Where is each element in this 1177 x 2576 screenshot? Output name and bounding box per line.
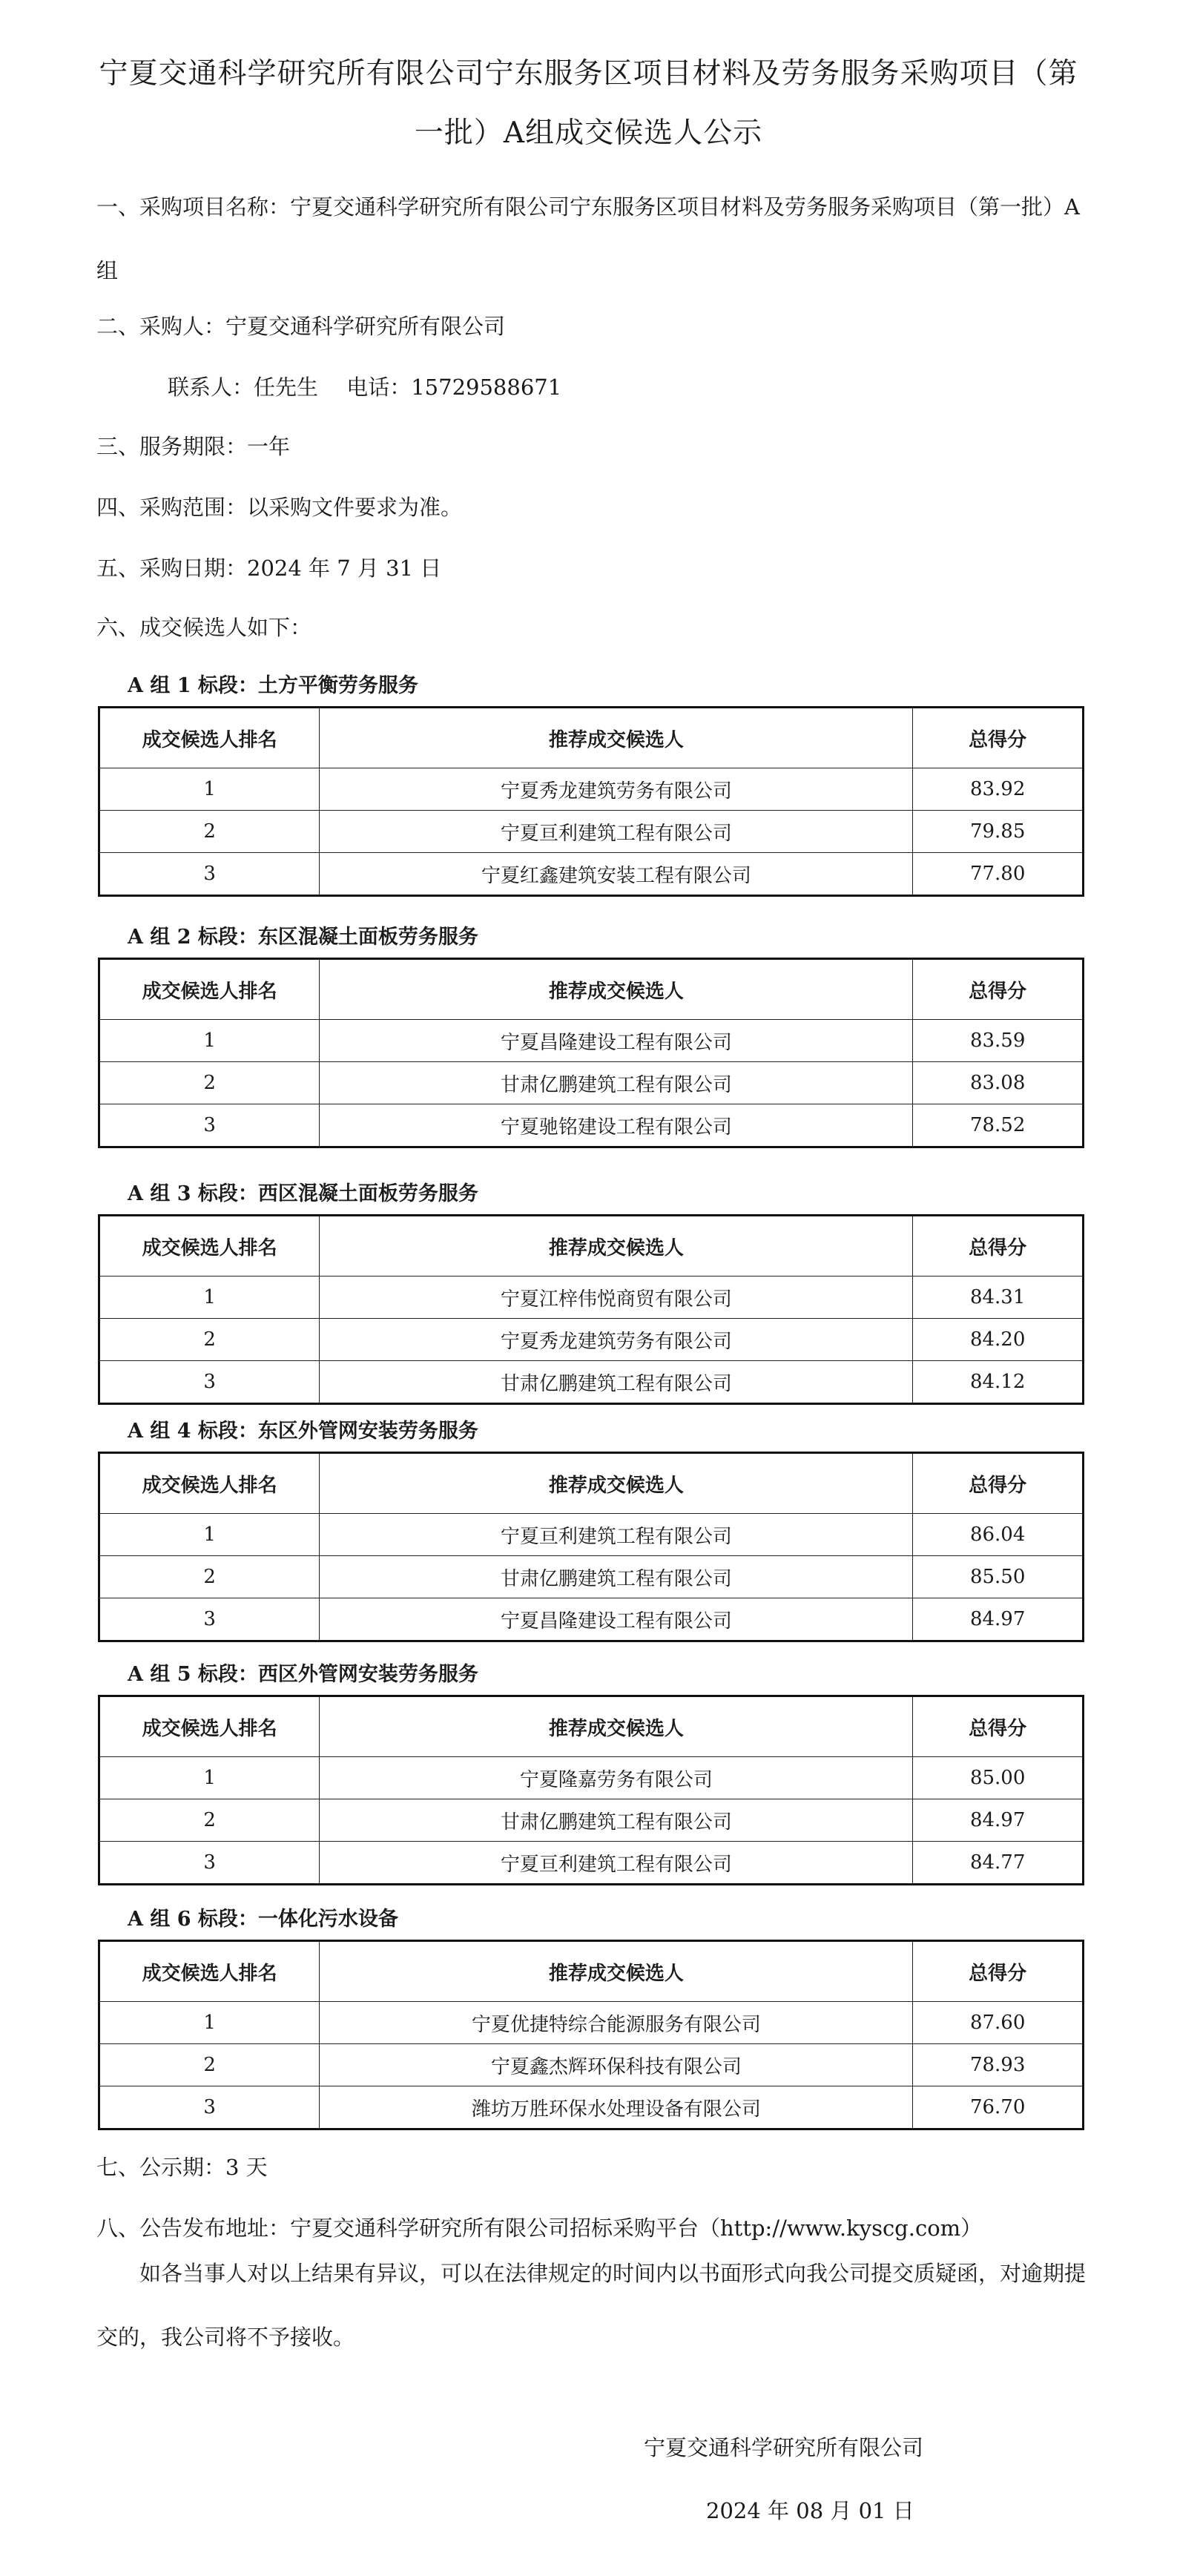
table-row [99,1598,1084,1641]
score-cell: 79.85 [913,811,1084,853]
score-header: 总得分 [913,1453,1084,1514]
candidate-header: 推荐成交候选人 [320,1453,913,1514]
signature-company: 宁夏交通科学研究所有限公司 [644,2435,924,2460]
table-header-row [99,1696,1084,1757]
table-row [99,1842,1084,1885]
candidate-cell: 甘肃亿鹏建筑工程有限公司 [320,1361,913,1404]
item-scope: 四、采购范围：以采购文件要求为准。 [96,495,463,520]
score-cell: 77.80 [913,853,1084,896]
candidate-header: 推荐成交候选人 [320,708,913,768]
table-row [99,1361,1084,1404]
item-publicity-period: 七、公示期：3 天 [96,2155,268,2180]
score-cell: 84.12 [913,1361,1084,1404]
rank-cell: 3 [99,1598,320,1641]
table-row [99,768,1084,811]
table-row [99,811,1084,853]
rank-cell: 1 [99,768,320,811]
rank-cell: 2 [99,1319,320,1361]
table-row [99,1277,1084,1319]
candidate-cell: 宁夏秀龙建筑劳务有限公司 [320,768,913,811]
item-contact: 联系人：任先生 电话：15729588671 [168,375,562,400]
candidate-cell: 宁夏隆嘉劳务有限公司 [320,1757,913,1799]
score-cell: 84.97 [913,1598,1084,1641]
candidate-cell: 宁夏昌隆建设工程有限公司 [320,1020,913,1062]
lot-table [98,1940,1084,2130]
score-header: 总得分 [913,959,1084,1020]
rank-cell: 2 [99,2044,320,2086]
rank-header: 成交候选人排名 [99,1696,320,1757]
lot-label: A 组 3 标段：西区混凝土面板劳务服务 [128,1182,478,1205]
candidate-header: 推荐成交候选人 [320,959,913,1020]
table-row [99,2086,1084,2129]
lot-label: A 组 1 标段：土方平衡劳务服务 [128,674,418,697]
table-row [99,2002,1084,2044]
score-header: 总得分 [913,1696,1084,1757]
rank-cell: 1 [99,1514,320,1556]
rank-cell: 1 [99,1277,320,1319]
lot-table [98,958,1084,1148]
candidate-cell: 宁夏优捷特综合能源服务有限公司 [320,2002,913,2044]
candidate-cell: 宁夏红鑫建筑安装工程有限公司 [320,853,913,896]
table-row [99,1319,1084,1361]
table-header-row [99,1216,1084,1277]
rank-header: 成交候选人排名 [99,1216,320,1277]
score-cell: 84.20 [913,1319,1084,1361]
score-header: 总得分 [913,1941,1084,2002]
item-service-period: 三、服务期限：一年 [96,434,291,459]
rank-header: 成交候选人排名 [99,959,320,1020]
candidate-cell: 宁夏江梓伟悦商贸有限公司 [320,1277,913,1319]
rank-header: 成交候选人排名 [99,1941,320,2002]
rank-cell: 3 [99,1361,320,1404]
lot-label: A 组 4 标段：东区外管网安装劳务服务 [128,1420,478,1443]
lot-table [98,1695,1084,1885]
candidate-cell: 宁夏亘利建筑工程有限公司 [320,1514,913,1556]
candidate-cell: 宁夏驰铭建设工程有限公司 [320,1104,913,1147]
score-cell: 78.93 [913,2044,1084,2086]
rank-cell: 2 [99,811,320,853]
score-cell: 87.60 [913,2002,1084,2044]
item-candidates-intro: 六、成交候选人如下： [96,615,312,640]
rank-cell: 3 [99,853,320,896]
score-cell: 85.00 [913,1757,1084,1799]
lot-table [98,1214,1084,1405]
candidate-cell: 甘肃亿鹏建筑工程有限公司 [320,1062,913,1104]
item-purchaser: 二、采购人：宁夏交通科学研究所有限公司 [96,314,506,339]
lot-label: A 组 5 标段：西区外管网安装劳务服务 [128,1663,478,1686]
rank-cell: 1 [99,2002,320,2044]
rank-cell: 1 [99,1757,320,1799]
page-title: 宁夏交通科学研究所有限公司宁东服务区项目材料及劳务服务采购项目（第一批）A组成交候选人公示 [99,57,1078,150]
rank-cell: 3 [99,2086,320,2129]
signature-date: 2024 年 08 月 01 日 [706,2498,914,2523]
candidate-cell: 潍坊万胜环保水处理设备有限公司 [320,2086,913,2129]
table-row [99,1514,1084,1556]
score-header: 总得分 [913,708,1084,768]
table-header-row [99,1941,1084,2002]
lot-label: A 组 2 标段：东区混凝土面板劳务服务 [128,926,478,949]
lot-table [98,706,1084,897]
candidate-header: 推荐成交候选人 [320,1216,913,1277]
candidate-cell: 甘肃亿鹏建筑工程有限公司 [320,1799,913,1842]
rank-cell: 3 [99,1104,320,1147]
table-row [99,1799,1084,1842]
score-cell: 83.92 [913,768,1084,811]
score-cell: 83.08 [913,1062,1084,1104]
score-cell: 84.97 [913,1799,1084,1842]
table-row [99,1020,1084,1062]
table-header-row [99,708,1084,768]
table-header-row [99,959,1084,1020]
lot-label: A 组 6 标段：一体化污水设备 [128,1908,398,1931]
candidate-cell: 宁夏秀龙建筑劳务有限公司 [320,1319,913,1361]
table-row [99,853,1084,896]
rank-cell: 3 [99,1842,320,1885]
candidate-header: 推荐成交候选人 [320,1696,913,1757]
score-cell: 84.77 [913,1842,1084,1885]
lot-table [98,1452,1084,1642]
item-objection-note: 如各当事人对以上结果有异议，可以在法律规定的时间内以书面形式向我公司提交质疑函，对逾期提交的，我公司将不予接收。 [96,2261,1087,2350]
candidate-header: 推荐成交候选人 [320,1941,913,2002]
table-row [99,1062,1084,1104]
rank-header: 成交候选人排名 [99,1453,320,1514]
table-header-row [99,1453,1084,1514]
score-cell: 85.50 [913,1556,1084,1598]
table-row [99,1104,1084,1147]
table-row [99,1556,1084,1598]
rank-cell: 2 [99,1556,320,1598]
candidate-cell: 宁夏鑫杰辉环保科技有限公司 [320,2044,913,2086]
item-project-name: 一、采购项目名称：宁夏交通科学研究所有限公司宁东服务区项目材料及劳务服务采购项目（第一批）A 组 [96,194,1080,283]
candidate-cell: 宁夏昌隆建设工程有限公司 [320,1598,913,1641]
score-cell: 83.59 [913,1020,1084,1062]
item-publish-address: 八、公告发布地址：宁夏交通科学研究所有限公司招标采购平台（http://www.kyscg.com） [96,2216,983,2241]
rank-cell: 2 [99,1799,320,1842]
table-row [99,2044,1084,2086]
score-cell: 86.04 [913,1514,1084,1556]
score-cell: 78.52 [913,1104,1084,1147]
rank-cell: 1 [99,1020,320,1062]
table-row [99,1757,1084,1799]
item-date: 五、采购日期：2024 年 7 月 31 日 [96,556,442,581]
candidate-cell: 宁夏亘利建筑工程有限公司 [320,811,913,853]
candidate-cell: 甘肃亿鹏建筑工程有限公司 [320,1556,913,1598]
score-header: 总得分 [913,1216,1084,1277]
score-cell: 84.31 [913,1277,1084,1319]
score-cell: 76.70 [913,2086,1084,2129]
rank-cell: 2 [99,1062,320,1104]
rank-header: 成交候选人排名 [99,708,320,768]
candidate-cell: 宁夏亘利建筑工程有限公司 [320,1842,913,1885]
